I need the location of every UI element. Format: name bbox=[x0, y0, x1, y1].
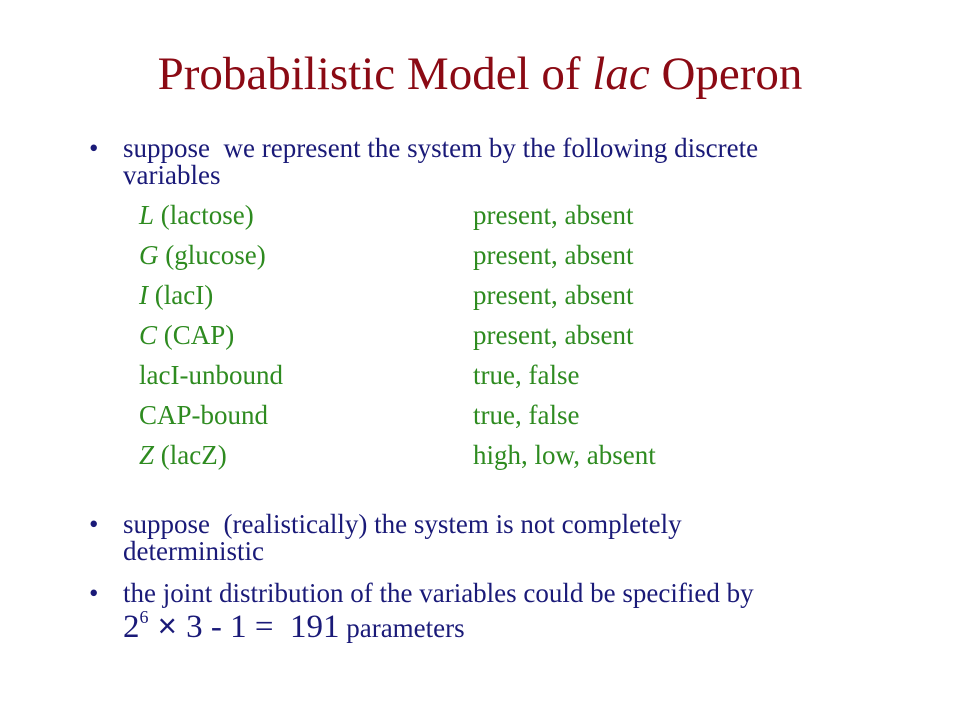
variable-symbol: C bbox=[139, 320, 158, 350]
variable-label: (lacI) bbox=[148, 280, 214, 310]
slide-title bbox=[0, 44, 960, 104]
bullet-2-text bbox=[123, 511, 903, 565]
bullet-1-line-1: suppose we represent the system by the following discrete bbox=[123, 133, 759, 163]
formula-exponent: 6 bbox=[139, 607, 149, 627]
title-pre: Probabilistic Model of bbox=[157, 48, 593, 100]
variable-name bbox=[139, 242, 266, 269]
variable-name bbox=[139, 442, 227, 469]
variable-values: true, false bbox=[473, 400, 580, 430]
formula-parameters-label: parameters bbox=[339, 613, 465, 643]
variable-label: (glucose) bbox=[158, 240, 266, 270]
bullet-2-marker: • bbox=[89, 509, 99, 539]
variable-label: lacI-unbound bbox=[139, 360, 283, 390]
variable-symbol: G bbox=[139, 240, 159, 270]
variable-values: present, absent bbox=[473, 240, 634, 270]
title-italic-lac: lac bbox=[592, 48, 650, 100]
bullet-1-text bbox=[123, 135, 903, 189]
formula-times-sign: × bbox=[148, 607, 187, 644]
variable-name bbox=[139, 362, 283, 389]
variable-label: (lactose) bbox=[154, 200, 254, 230]
variable-symbol: I bbox=[139, 280, 148, 310]
variable-values: high, low, absent bbox=[473, 440, 656, 470]
variable-label: (lacZ) bbox=[154, 440, 227, 470]
variable-label: CAP-bound bbox=[139, 400, 269, 430]
bullet-3-marker: • bbox=[89, 578, 99, 608]
variable-values: true, false bbox=[473, 360, 580, 390]
variable-values: present, absent bbox=[473, 280, 634, 310]
variable-values: present, absent bbox=[473, 320, 634, 350]
bullet-1-line-2: variables bbox=[123, 160, 221, 190]
bullet-2-line-2: deterministic bbox=[123, 536, 264, 566]
variable-values: present, absent bbox=[473, 200, 634, 230]
variable-symbol: L bbox=[139, 200, 155, 230]
bullet-1-marker: • bbox=[89, 133, 99, 163]
variable-symbol: Z bbox=[139, 440, 155, 470]
variable-name bbox=[139, 402, 268, 429]
bullet-3-line-1: the joint distribution of the variables could be specified by bbox=[123, 578, 754, 608]
variable-name bbox=[139, 322, 234, 349]
bullet-2-line-1: suppose (realistically) the system is not completely bbox=[123, 509, 682, 539]
title-post: Operon bbox=[649, 48, 803, 100]
variable-name bbox=[139, 202, 254, 229]
formula-expression: 3 - 1 = 191 bbox=[186, 609, 340, 645]
formula-base: 2 bbox=[123, 609, 140, 645]
variable-label: (CAP) bbox=[157, 320, 235, 350]
bullet-3-formula-line bbox=[123, 609, 903, 645]
variable-name bbox=[139, 282, 213, 309]
bullet-3-text bbox=[123, 580, 903, 645]
